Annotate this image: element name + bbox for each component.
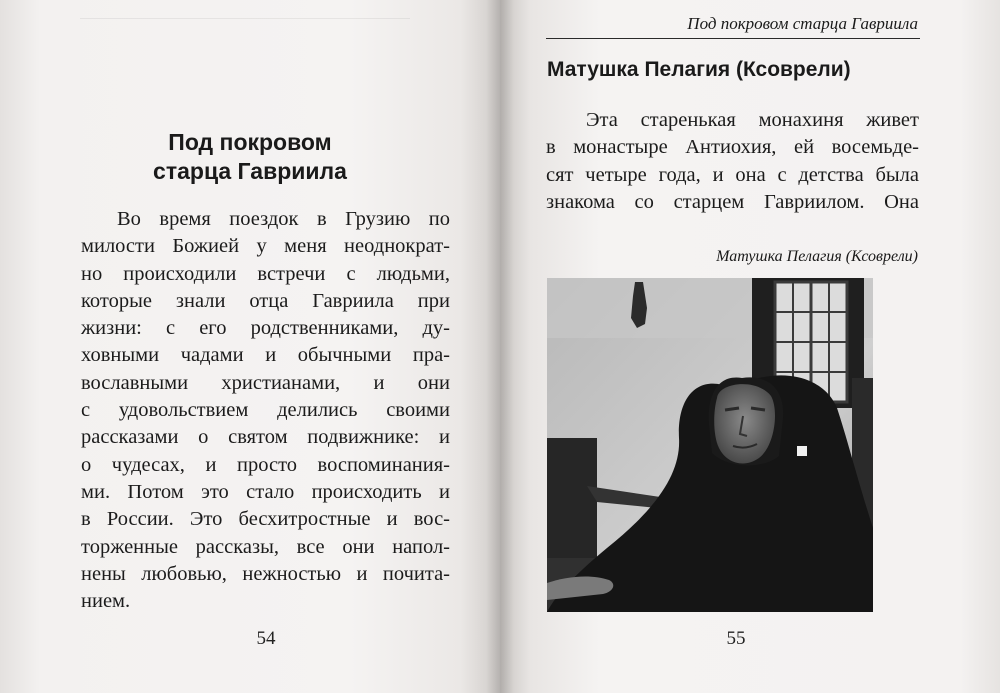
text-line: о чудесах, и просто воспоминания- <box>81 453 450 476</box>
right-paragraph <box>546 107 919 216</box>
text-line: рассказами о святом подвижнике: и <box>81 426 450 449</box>
text-line: жизни: с его родственниками, ду- <box>81 317 450 340</box>
left-paragraph <box>81 206 450 615</box>
nun-photo <box>547 278 873 612</box>
page-number-left: 54 <box>256 628 276 649</box>
text-line: нены любовью, нежностью и почита- <box>81 562 450 585</box>
photo-caption: Матушка Пелагия (Ксоврели) <box>716 248 918 265</box>
chapter-title-line-1: Под покровом <box>168 129 332 155</box>
text-line: Во время поездок в Грузию по <box>117 208 450 230</box>
text-line: в монастыре Антиохия, ей восемьде- <box>546 136 919 159</box>
text-line: вославными христианами, и они <box>81 371 450 394</box>
text-line: знакома со старцем Гавриилом. Она <box>546 190 919 213</box>
text-line: Эта старенькая монахиня живет <box>586 109 919 131</box>
page-number-right: 55 <box>726 628 746 649</box>
running-head: Под покровом старца Гавриила <box>687 14 918 33</box>
section-title: Матушка Пелагия (Ксоврели) <box>547 58 851 81</box>
show-through-line <box>80 18 410 19</box>
chapter-title <box>110 128 390 186</box>
text-line: сят четыре года, и она с детства была <box>546 163 919 186</box>
nun-photo-image <box>547 278 873 612</box>
book-gutter <box>486 0 514 693</box>
text-line: нием. <box>81 590 131 613</box>
text-line: с удовольствием делились своими <box>81 399 450 422</box>
text-line: ми. Потом это стало происходить и <box>81 480 450 503</box>
text-line: в России. Это бесхитростные и вос- <box>81 508 450 531</box>
text-line: которые знали отца Гавриила при <box>81 289 450 312</box>
text-line: милости Божией у меня неоднократ- <box>81 235 450 258</box>
right-page <box>500 0 1000 693</box>
text-line: торженные рассказы, все они напол- <box>81 535 450 558</box>
text-line: но происходили встречи с людьми, <box>81 262 450 285</box>
header-rule <box>546 38 920 39</box>
text-line: ховными чадами и обычными пра- <box>81 344 450 367</box>
chapter-title-line-2: старца Гавриила <box>153 158 347 184</box>
